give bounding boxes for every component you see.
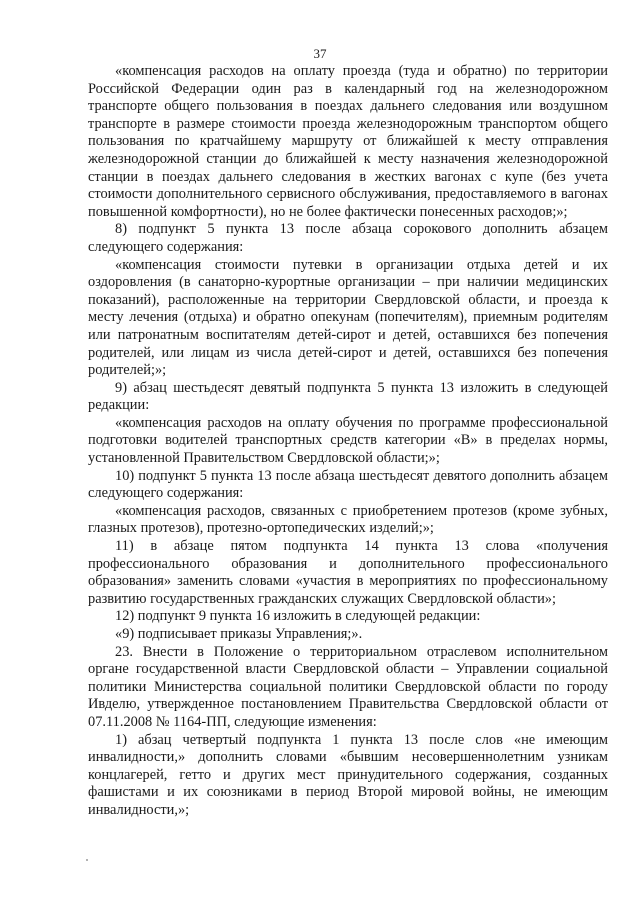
paragraph-signs-orders: «9) подписывает приказы Управления;». — [115, 626, 363, 642]
paragraph-compensation-voucher: «компенсация стоимости путевки в организации отдыха детей и их оздоровления (в санаторно-курортные организации – при наличии медицинских показаний), расположенные на территории Свердловской области, и проезда к месту лечения (отдыха) и обратно опекунам (попечителям), приемным родителям или патронатным воспитателям детей-сирот и детей, оставшихся без попечения родителей, или лицам из числа детей-сирот и детей, оставшихся без попечения родителей;»; — [88, 256, 608, 379]
paragraph-section-23-item-1: 1) абзац четвертый подпункта 1 пункта 13 после слов «не имеющим инвалидности,» дополнить словами «бывшим несовершеннолетним узникам концлагерей, гетто и других мест принудительного содержания, созданных фашистами и их союзниками в период Второй мировой войны, не имеющим инвалидности,»; — [88, 731, 608, 818]
page-number: 37 — [313, 46, 327, 61]
document-body — [88, 63, 608, 820]
paragraph-compensation-travel: «компенсация расходов на оплату проезда (туда и обратно) по территории Российской Федерации один раз в календарный год на железнодорожном транспорте общего пользования в поездах дальнего следования или воздушном транспорте в размере стоимости проезда железнодорожным транспортом общего пользования по кратчайшему маршруту от ближайшей к месту отправления железнодорожной станции до ближайшей к месту назначения железнодорожной станции в поездах дальнего следования в жестких вагонах с купе (без учета стоимости дополнительного сервисного обслуживания, предоставляемого в вагонах повышенной комфортности), но не более фактически понесенных расходов;»; — [88, 63, 608, 220]
paragraph-item-11: 11) в абзаце пятом подпункта 14 пункта 13 слова «получения профессионального образования и дополнительного профессионального образования» заменить словами «участия в мероприятиях по профессиональному развитию государственных гражданских служащих Свердловской области»; — [88, 538, 608, 607]
paragraph-item-8: 8) подпункт 5 пункта 13 после абзаца сорокового дополнить абзацем следующего содержания: — [88, 221, 608, 255]
scan-speck — [86, 859, 88, 861]
paragraph-compensation-prosthesis: «компенсация расходов, связанных с приобретением протезов (кроме зубных, глазных протезов), протезно-ортопедических изделий;»; — [88, 502, 608, 537]
paragraph-item-9: 9) абзац шестьдесят девятый подпункта 5 пункта 13 изложить в следующей редакции: — [88, 379, 608, 414]
paragraph-compensation-training: «компенсация расходов на оплату обучения по программе профессиональной подготовки водителей транспортных средств категории «B» в пределах нормы, установленной Правительством Свердловской области;»; — [88, 414, 608, 467]
paragraph-item-12: 12) подпункт 9 пункта 16 изложить в следующей редакции: — [115, 608, 481, 625]
paragraph-item-10: 10) подпункт 5 пункта 13 после абзаца шестьдесят девятого дополнить абзацем следующего содержания: — [88, 467, 608, 502]
paragraph-section-23: 23. Внести в Положение о территориальном отраслевом исполнительном органе государственной власти Свердловской области – Управлении социальной политики Министерства социальной политики Свердловской области по городу Ивделю, утвержденное постановлением Правительства Свердловской области от 07.11.2008 № 1164-ПП, следующие изменения: — [88, 643, 608, 730]
